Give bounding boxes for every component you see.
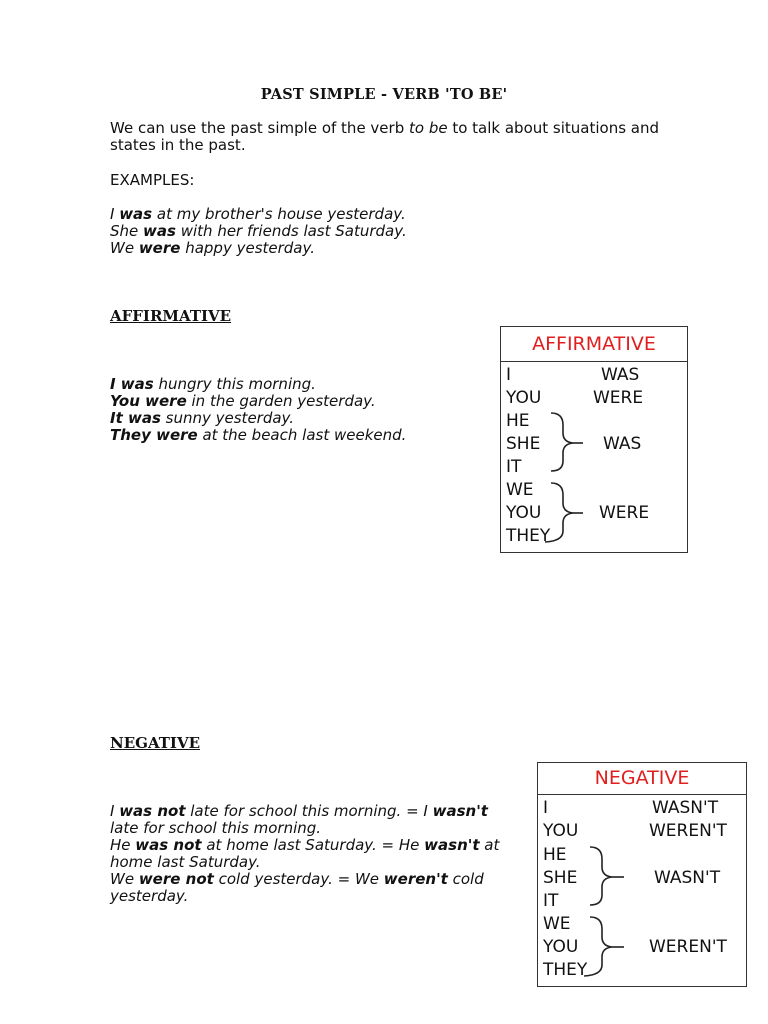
sentence-text: late for school this morning. bbox=[110, 819, 322, 837]
example-line: She was with her friends last Saturday. bbox=[110, 222, 407, 240]
negative-heading: NEGATIVE bbox=[110, 734, 201, 752]
intro-italic: to be bbox=[409, 119, 448, 137]
intro-text: We can use the past simple of the verb bbox=[110, 119, 409, 137]
table-pronoun: THEY bbox=[543, 960, 588, 980]
table-pronoun: SHE bbox=[506, 434, 541, 454]
bold-verb: weren't bbox=[383, 870, 448, 888]
table-form: WAS bbox=[601, 365, 640, 385]
table-pronoun: WE bbox=[506, 480, 534, 500]
table-form: WASN'T bbox=[652, 798, 719, 818]
bold-verb: was not bbox=[119, 802, 186, 820]
table-form: WERE bbox=[593, 388, 644, 408]
negative-sentence-line bbox=[110, 888, 520, 905]
examples-list bbox=[110, 206, 407, 257]
table-form: WEREN'T bbox=[649, 821, 727, 841]
sentence-text: late for school this morning. = I bbox=[185, 802, 433, 820]
sentence-text: cold bbox=[447, 870, 484, 888]
brace-icon bbox=[584, 845, 628, 985]
negative-sentences bbox=[110, 803, 520, 905]
table-form: WERE bbox=[599, 503, 650, 523]
table-pronoun: THEY bbox=[506, 526, 551, 546]
table-pronoun: WE bbox=[543, 914, 571, 934]
affirmative-sentence: It was sunny yesterday. bbox=[110, 409, 295, 427]
affirmative-sentence: I was hungry this morning. bbox=[110, 375, 316, 393]
sentence-text: at bbox=[479, 836, 500, 854]
negative-sentence-line bbox=[110, 803, 520, 820]
sentence-text: yesterday. bbox=[110, 887, 189, 905]
bold-verb: wasn't bbox=[424, 836, 480, 854]
negative-sentence-line bbox=[110, 837, 520, 854]
table-pronoun: YOU bbox=[543, 937, 579, 957]
table-pronoun: HE bbox=[506, 411, 530, 431]
sentence-text: We bbox=[110, 870, 139, 888]
example-line: We were happy yesterday. bbox=[110, 239, 315, 257]
sentence-text: He bbox=[110, 836, 136, 854]
sentence-text: home last Saturday. bbox=[110, 853, 261, 871]
table-form: WASN'T bbox=[654, 868, 721, 888]
affirmative-table bbox=[500, 326, 688, 553]
negative-table-header: NEGATIVE bbox=[538, 763, 746, 795]
bold-verb: was not bbox=[135, 836, 202, 854]
table-pronoun: YOU bbox=[506, 388, 542, 408]
brace-icon bbox=[545, 411, 585, 551]
negative-table bbox=[537, 762, 747, 987]
sentence-text: I bbox=[110, 802, 120, 820]
bold-verb: were not bbox=[138, 870, 214, 888]
bold-verb: wasn't bbox=[432, 802, 488, 820]
table-pronoun: IT bbox=[543, 891, 559, 911]
table-form: WEREN'T bbox=[649, 937, 727, 957]
table-pronoun: SHE bbox=[543, 868, 578, 888]
affirmative-sentences bbox=[110, 376, 406, 444]
affirmative-sentence: You were in the garden yesterday. bbox=[110, 392, 376, 410]
negative-sentence-line bbox=[110, 820, 520, 837]
table-pronoun: I bbox=[543, 798, 549, 818]
intro-text-end: to talk about situations and states in the past. bbox=[110, 119, 660, 154]
table-pronoun: YOU bbox=[506, 503, 542, 523]
affirmative-table-header: AFFIRMATIVE bbox=[501, 327, 687, 362]
sentence-text: cold yesterday. = We bbox=[213, 870, 384, 888]
table-form: WAS bbox=[603, 434, 642, 454]
table-pronoun: I bbox=[506, 365, 512, 385]
example-line: I was at my brother's house yesterday. bbox=[110, 205, 406, 223]
examples-heading: EXAMPLES: bbox=[110, 171, 195, 189]
affirmative-heading: AFFIRMATIVE bbox=[110, 307, 232, 325]
negative-sentence-line bbox=[110, 854, 520, 871]
affirmative-sentence: They were at the beach last weekend. bbox=[110, 426, 407, 444]
page-title: PAST SIMPLE - VERB 'TO BE' bbox=[260, 86, 508, 103]
negative-sentence-line bbox=[110, 871, 520, 888]
table-pronoun: YOU bbox=[543, 821, 579, 841]
table-pronoun: HE bbox=[543, 845, 567, 865]
intro-paragraph bbox=[110, 120, 670, 154]
sentence-text: at home last Saturday. = He bbox=[201, 836, 425, 854]
table-pronoun: IT bbox=[506, 457, 522, 477]
